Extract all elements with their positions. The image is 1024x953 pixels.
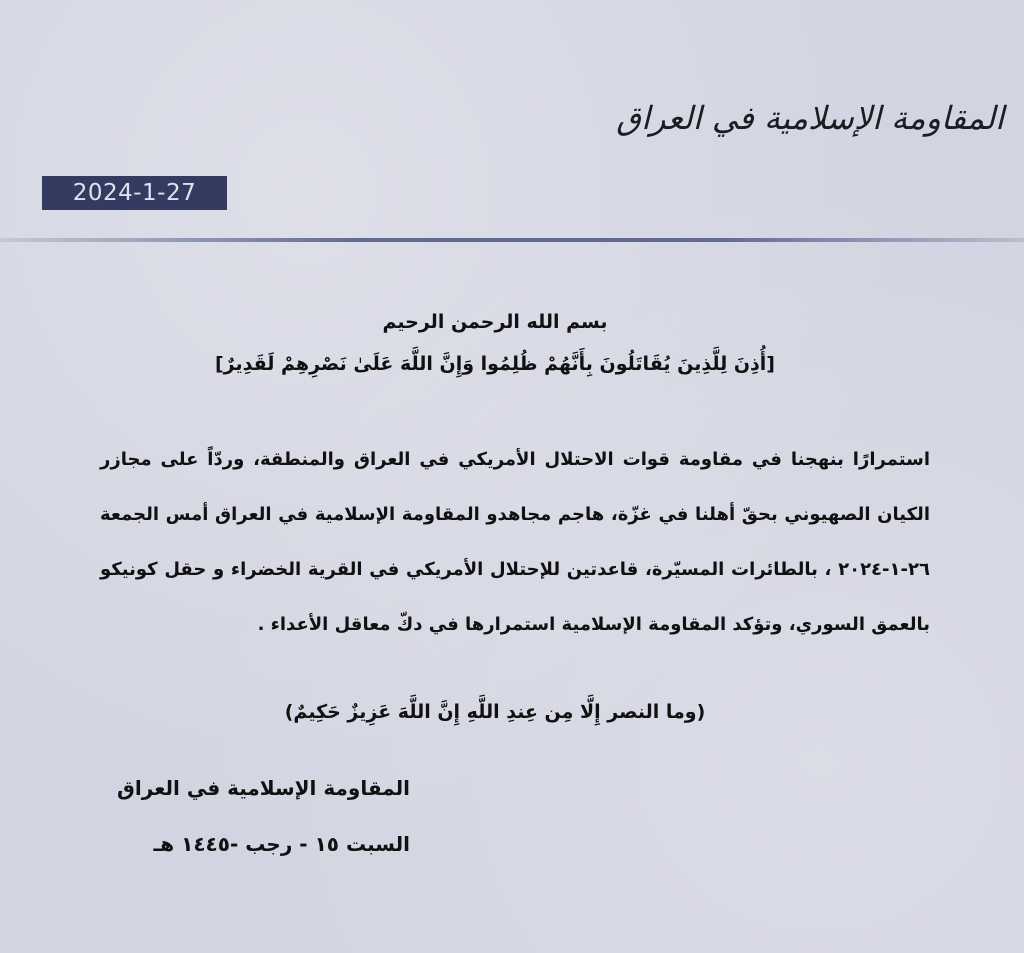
- signature-block: [80, 768, 410, 880]
- organization-logo: المقاومة الإسلامية في العراق: [616, 99, 1004, 137]
- basmala: بسم الله الرحمن الرحيم: [382, 311, 608, 333]
- closing-verse: (وما النصر إِلَّا مِن عِندِ اللَّهِ إِنَّ اللَّهَ عَزِيزٌ حَكِيمٌ): [284, 701, 706, 723]
- date-badge: 2024-1-27: [42, 176, 227, 210]
- header-divider: [0, 238, 1024, 242]
- statement-body: استمرارًا بنهجنا في مقاومة قوات الاحتلال الأمريكي في العراق والمنطقة، وردّاً على مجازر الكيان الصهيوني بحقّ أهلنا في غزّة، هاجم مجاهدو المقاومة الإسلامية في العراق أمس الجمعة ٢٦-١-٢٠٢٤ ، بالطائرات المسيّرة، قاعدتين للإحتلال الأمريكي في القرية الخضراء و حقل كونيكو بالعمق السوري، وتؤكد المقاومة الإسلامية استمرارها في دكّ معاقل الأعداء .: [100, 449, 930, 635]
- statement-heading: [60, 300, 930, 384]
- signature-organization: المقاومة الإسلامية في العراق: [117, 776, 410, 800]
- opening-verse: [أُذِنَ لِلَّذِينَ يُقَاتَلُونَ بِأَنَّهُمْ ظُلِمُوا وَإِنَّ اللَّهَ عَلَىٰ نَصْرِهِمْ لَقَدِيرٌ]: [214, 353, 775, 375]
- signature-date: السبت ١٥ - رجب -١٤٤٥ هـ: [153, 832, 410, 856]
